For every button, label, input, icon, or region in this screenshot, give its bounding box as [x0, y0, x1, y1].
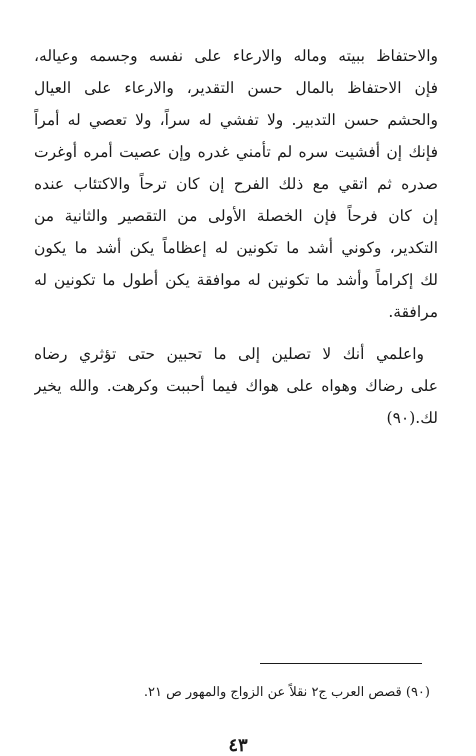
text-line: صدره ثم اتقي مع ذلك الفرح إن كان ترحاً والاكتئاب عنده [34, 175, 438, 193]
text-line: واعلمي أنك لا تصلين إلى ما تحبين حتى تؤثري رضاه [34, 345, 424, 363]
text-line: والحشم حسن التدبير. ولا تفشي له سراً، ولا تعصي له أمراً [34, 111, 438, 129]
text-line: على رضاك وهواه على هواك فيما أحببت وكرهت. والله يخير [34, 377, 438, 395]
text-line: مرافقة. [388, 303, 438, 321]
text-line: فإن الاحتفاظ بالمال حسن التقدير، والارعاء على العيال [34, 79, 438, 97]
text-line: التكدير، وكوني أشد ما تكونين له إعظاماً يكن أشد ما يكون [34, 239, 438, 257]
text-line: فإنك إن أفشيت سره لم تأمني غدره وإن عصيت أمره أوغرت [34, 143, 438, 161]
text-line: والاحتفاظ ببيته وماله والارعاء على نفسه وجسمه وعياله، [34, 47, 438, 65]
paragraph-gap [34, 328, 438, 338]
text-line: لك إكراماً وأشد ما تكونين له موافقة يكن أطول ما تكونين له [34, 271, 438, 289]
page-number: ٤٣ [228, 735, 248, 756]
main-text [34, 40, 438, 434]
text-line: لك.(٩٠) [386, 409, 438, 427]
footnote: (٩٠) قصص العرب ج٢ نقلاً عن الزواج والمهور ص ٢١. [143, 685, 430, 700]
footnote-separator [260, 663, 422, 664]
text-line: إن كان فرحاً فإن الخصلة الأولى من التقصير والثانية من [34, 207, 438, 225]
